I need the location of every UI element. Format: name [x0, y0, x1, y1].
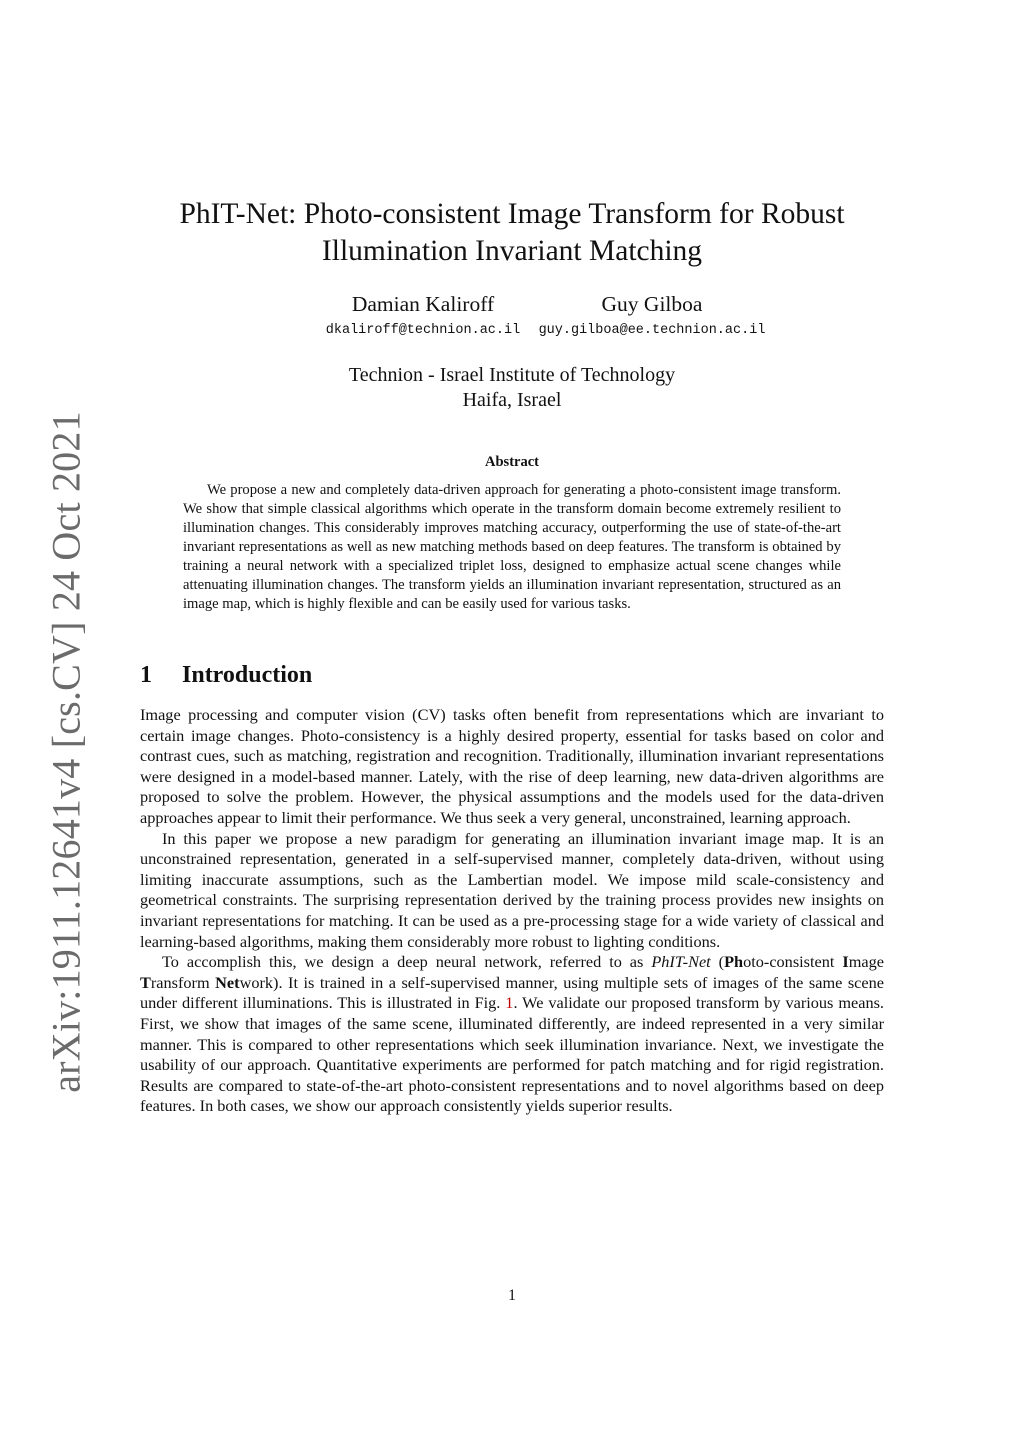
acronym-letter: Net	[215, 972, 240, 992]
abstract-text: We propose a new and completely data-driven approach for generating a photo-consistent image transform. We show that simple classical algorithms which operate in the transform domain become extremely resilient to illumination changes. This considerably improves matching accuracy, outperforming the use of state-of-the-art invariant representations as well as new matching methods based on deep features. The transform is obtained by training a neural network with a specialized triplet loss, designed to emphasize actual scene changes while attenuating illumination changes. The transform yields an illumination invariant representation, structured as an image map, which is highly flexible and can be easily used for various tasks.	[183, 482, 841, 612]
paragraph-text: oto-consistent	[743, 952, 843, 972]
author-name: Guy Gilboa	[601, 292, 703, 316]
author-email: guy.gilboa@ee.technion.ac.il	[538, 323, 766, 338]
paper-title	[0, 196, 1024, 270]
location: Haifa, Israel	[462, 388, 562, 411]
paragraph-text: . We validate our proposed transform by various means. First, we show that images of the same scene, illuminated differently, are indeed represented in a very similar manner. This is compared to other representations which seek illumination invariance. Next, we investigate the usability of our approach. Quantitative experiments are performed for patch matching and for rigid registration. Results are compared to state-of-the-art photo-consistent representations and to novel algorithms based on deep features. In both cases, we show our approach consistently yields superior results.	[140, 993, 884, 1116]
paragraph-text: (	[710, 952, 725, 972]
paragraph-text: ransform	[150, 972, 216, 992]
paragraph-text: work). It is trained in a self-supervised manner, using multiple sets of images of the same scene under different illuminations. This is illustrated in Fig.	[140, 972, 884, 1013]
title-line-1: PhIT-Net: Photo-consistent Image Transform for Robust	[179, 198, 845, 230]
page-number: 1	[508, 1287, 516, 1304]
paragraph	[140, 952, 884, 1117]
paragraph: Image processing and computer vision (CV) tasks often benefit from representations which are invariant to certain image changes. Photo-consistency is a highly desired property, essential for tasks based on color and contrast cues, such as matching, registration and recognition. Traditionally, illumination invariant representations were designed in a model-based manner. Lately, with the rise of deep learning, new data-driven algorithms are proposed to solve the problem. However, the physical assumptions and the models used for the data-driven approaches appear to limit their performance. We thus seek a very general, unconstrained, learning approach.	[140, 705, 884, 827]
author-2	[532, 291, 772, 341]
paragraph-text: mage	[848, 952, 884, 972]
section-title: Introduction	[182, 662, 313, 688]
acronym-letter: Ph	[724, 952, 744, 972]
author-name: Damian Kaliroff	[351, 292, 495, 316]
author-1	[313, 291, 533, 341]
figure-reference-link[interactable]: 1	[505, 993, 514, 1013]
body-text	[140, 705, 884, 1117]
author-email: dkaliroff@technion.ac.il	[325, 323, 521, 338]
section-number: 1	[140, 662, 152, 688]
author-block	[0, 291, 1024, 341]
affiliation	[0, 363, 1024, 412]
title-line-2: Illumination Invariant Matching	[321, 235, 703, 267]
abstract-heading: Abstract	[485, 454, 539, 470]
institution: Technion - Israel Institute of Technology	[348, 364, 676, 386]
section-heading	[140, 660, 312, 690]
paragraph-text: To accomplish this, we design a deep neural network, referred to as	[162, 952, 652, 972]
paragraph: In this paper we propose a new paradigm for generating an illumination invariant image map. It is an unconstrained representation, generated in a self-supervised manner, completely data-driven, without using limiting inaccurate assumptions, such as the Lambertian model. We impose mild scale-consistency and geometrical constraints. The surprising representation derived by the training process provides new insights on invariant representations for matching. It can be used as a pre-processing stage for a wide variety of classical and learning-based algorithms, making them considerably more robust to lighting conditions.	[140, 828, 884, 951]
network-name: PhIT-Net	[651, 952, 711, 972]
acronym-letter: T	[140, 972, 151, 992]
acronym-letter: I	[842, 952, 849, 972]
arxiv-stamp: arXiv:1911.12641v4 [cs.CV] 24 Oct 2021	[43, 411, 89, 1093]
